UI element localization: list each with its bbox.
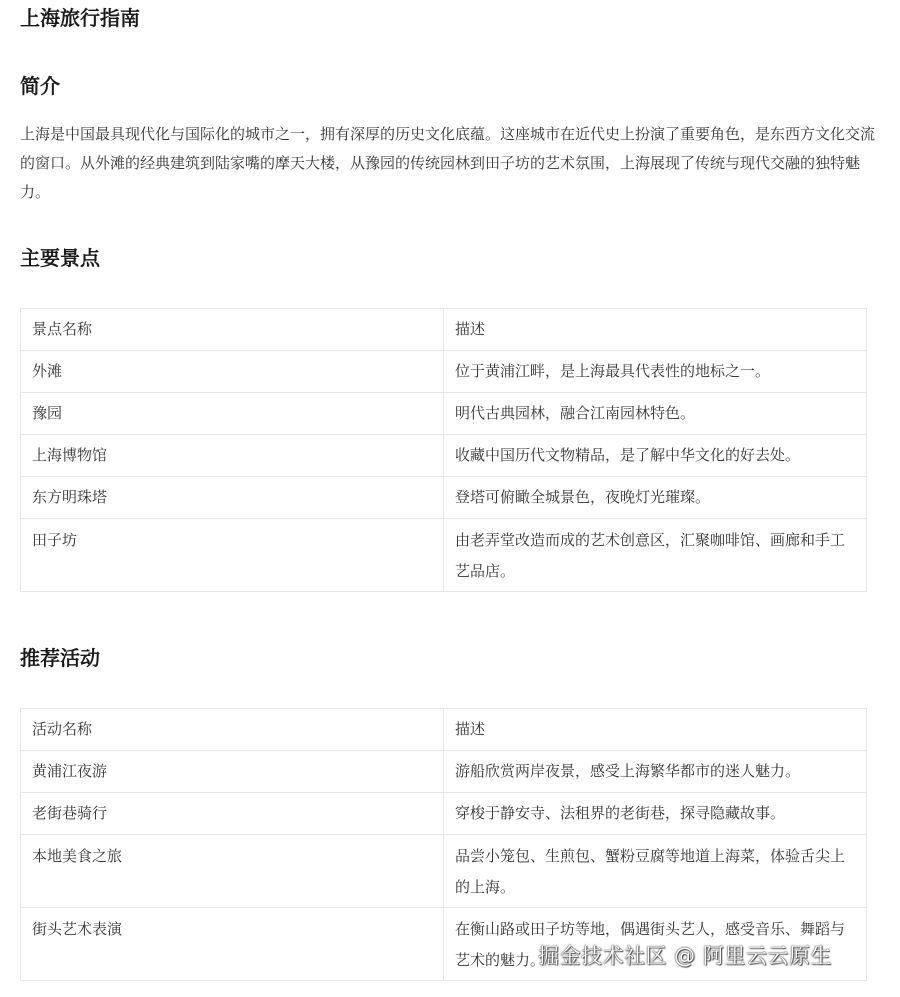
table-row [21,393,867,435]
attraction-description: 明代古典园林，融合江南园林特色。 [444,393,867,435]
activity-name: 本地美食之旅 [21,835,444,908]
column-header: 景点名称 [21,309,444,351]
watermark: 掘金技术社区 @ 阿里云云原生 [538,944,832,968]
table-header-row [21,709,867,751]
attraction-description: 由老弄堂改造而成的艺术创意区，汇聚咖啡馆、画廊和手工艺品店。 [444,519,867,592]
activity-description: 在衡山路或田子坊等地，偶遇街头艺人，感受音乐、舞蹈与艺术的魅力。 [444,908,867,981]
attraction-name: 豫园 [21,393,444,435]
attraction-name: 东方明珠塔 [21,477,444,519]
table-row [21,519,867,592]
table-row [21,435,867,477]
activity-name: 黄浦江夜游 [21,751,444,793]
activity-name: 老街巷骑行 [21,793,444,835]
column-header: 活动名称 [21,709,444,751]
attraction-name: 田子坊 [21,519,444,592]
page-title: 上海旅行指南 [20,6,140,30]
table-header-row [21,309,867,351]
activity-description: 游船欣赏两岸夜景，感受上海繁华都市的迷人魅力。 [444,751,867,793]
attractions-table [20,308,867,592]
attractions-heading: 主要景点 [20,246,100,270]
activities-heading: 推荐活动 [20,646,100,670]
table-row [21,751,867,793]
intro-heading: 简介 [20,74,60,98]
table-row [21,351,867,393]
activity-description: 穿梭于静安寺、法租界的老街巷，探寻隐藏故事。 [444,793,867,835]
column-header: 描述 [444,709,867,751]
column-header: 描述 [444,309,867,351]
table-row [21,835,867,908]
activity-name: 街头艺术表演 [21,908,444,981]
activity-description: 品尝小笼包、生煎包、蟹粉豆腐等地道上海菜，体验舌尖上的上海。 [444,835,867,908]
intro-paragraph: 上海是中国最具现代化与国际化的城市之一，拥有深厚的历史文化底蕴。这座城市在近代史上扮演了重要角色，是东西方文化交流的窗口。从外滩的经典建筑到陆家嘴的摩天大楼，从豫园的传统园林到田子坊的艺术氛围，上海展现了传统与现代交融的独特魅力。 [20,125,876,201]
table-row [21,477,867,519]
attraction-name: 外滩 [21,351,444,393]
attraction-description: 位于黄浦江畔，是上海最具代表性的地标之一。 [444,351,867,393]
attraction-name: 上海博物馆 [21,435,444,477]
attraction-description: 登塔可俯瞰全城景色，夜晚灯光璀璨。 [444,477,867,519]
attraction-description: 收藏中国历代文物精品，是了解中华文化的好去处。 [444,435,867,477]
table-row [21,793,867,835]
